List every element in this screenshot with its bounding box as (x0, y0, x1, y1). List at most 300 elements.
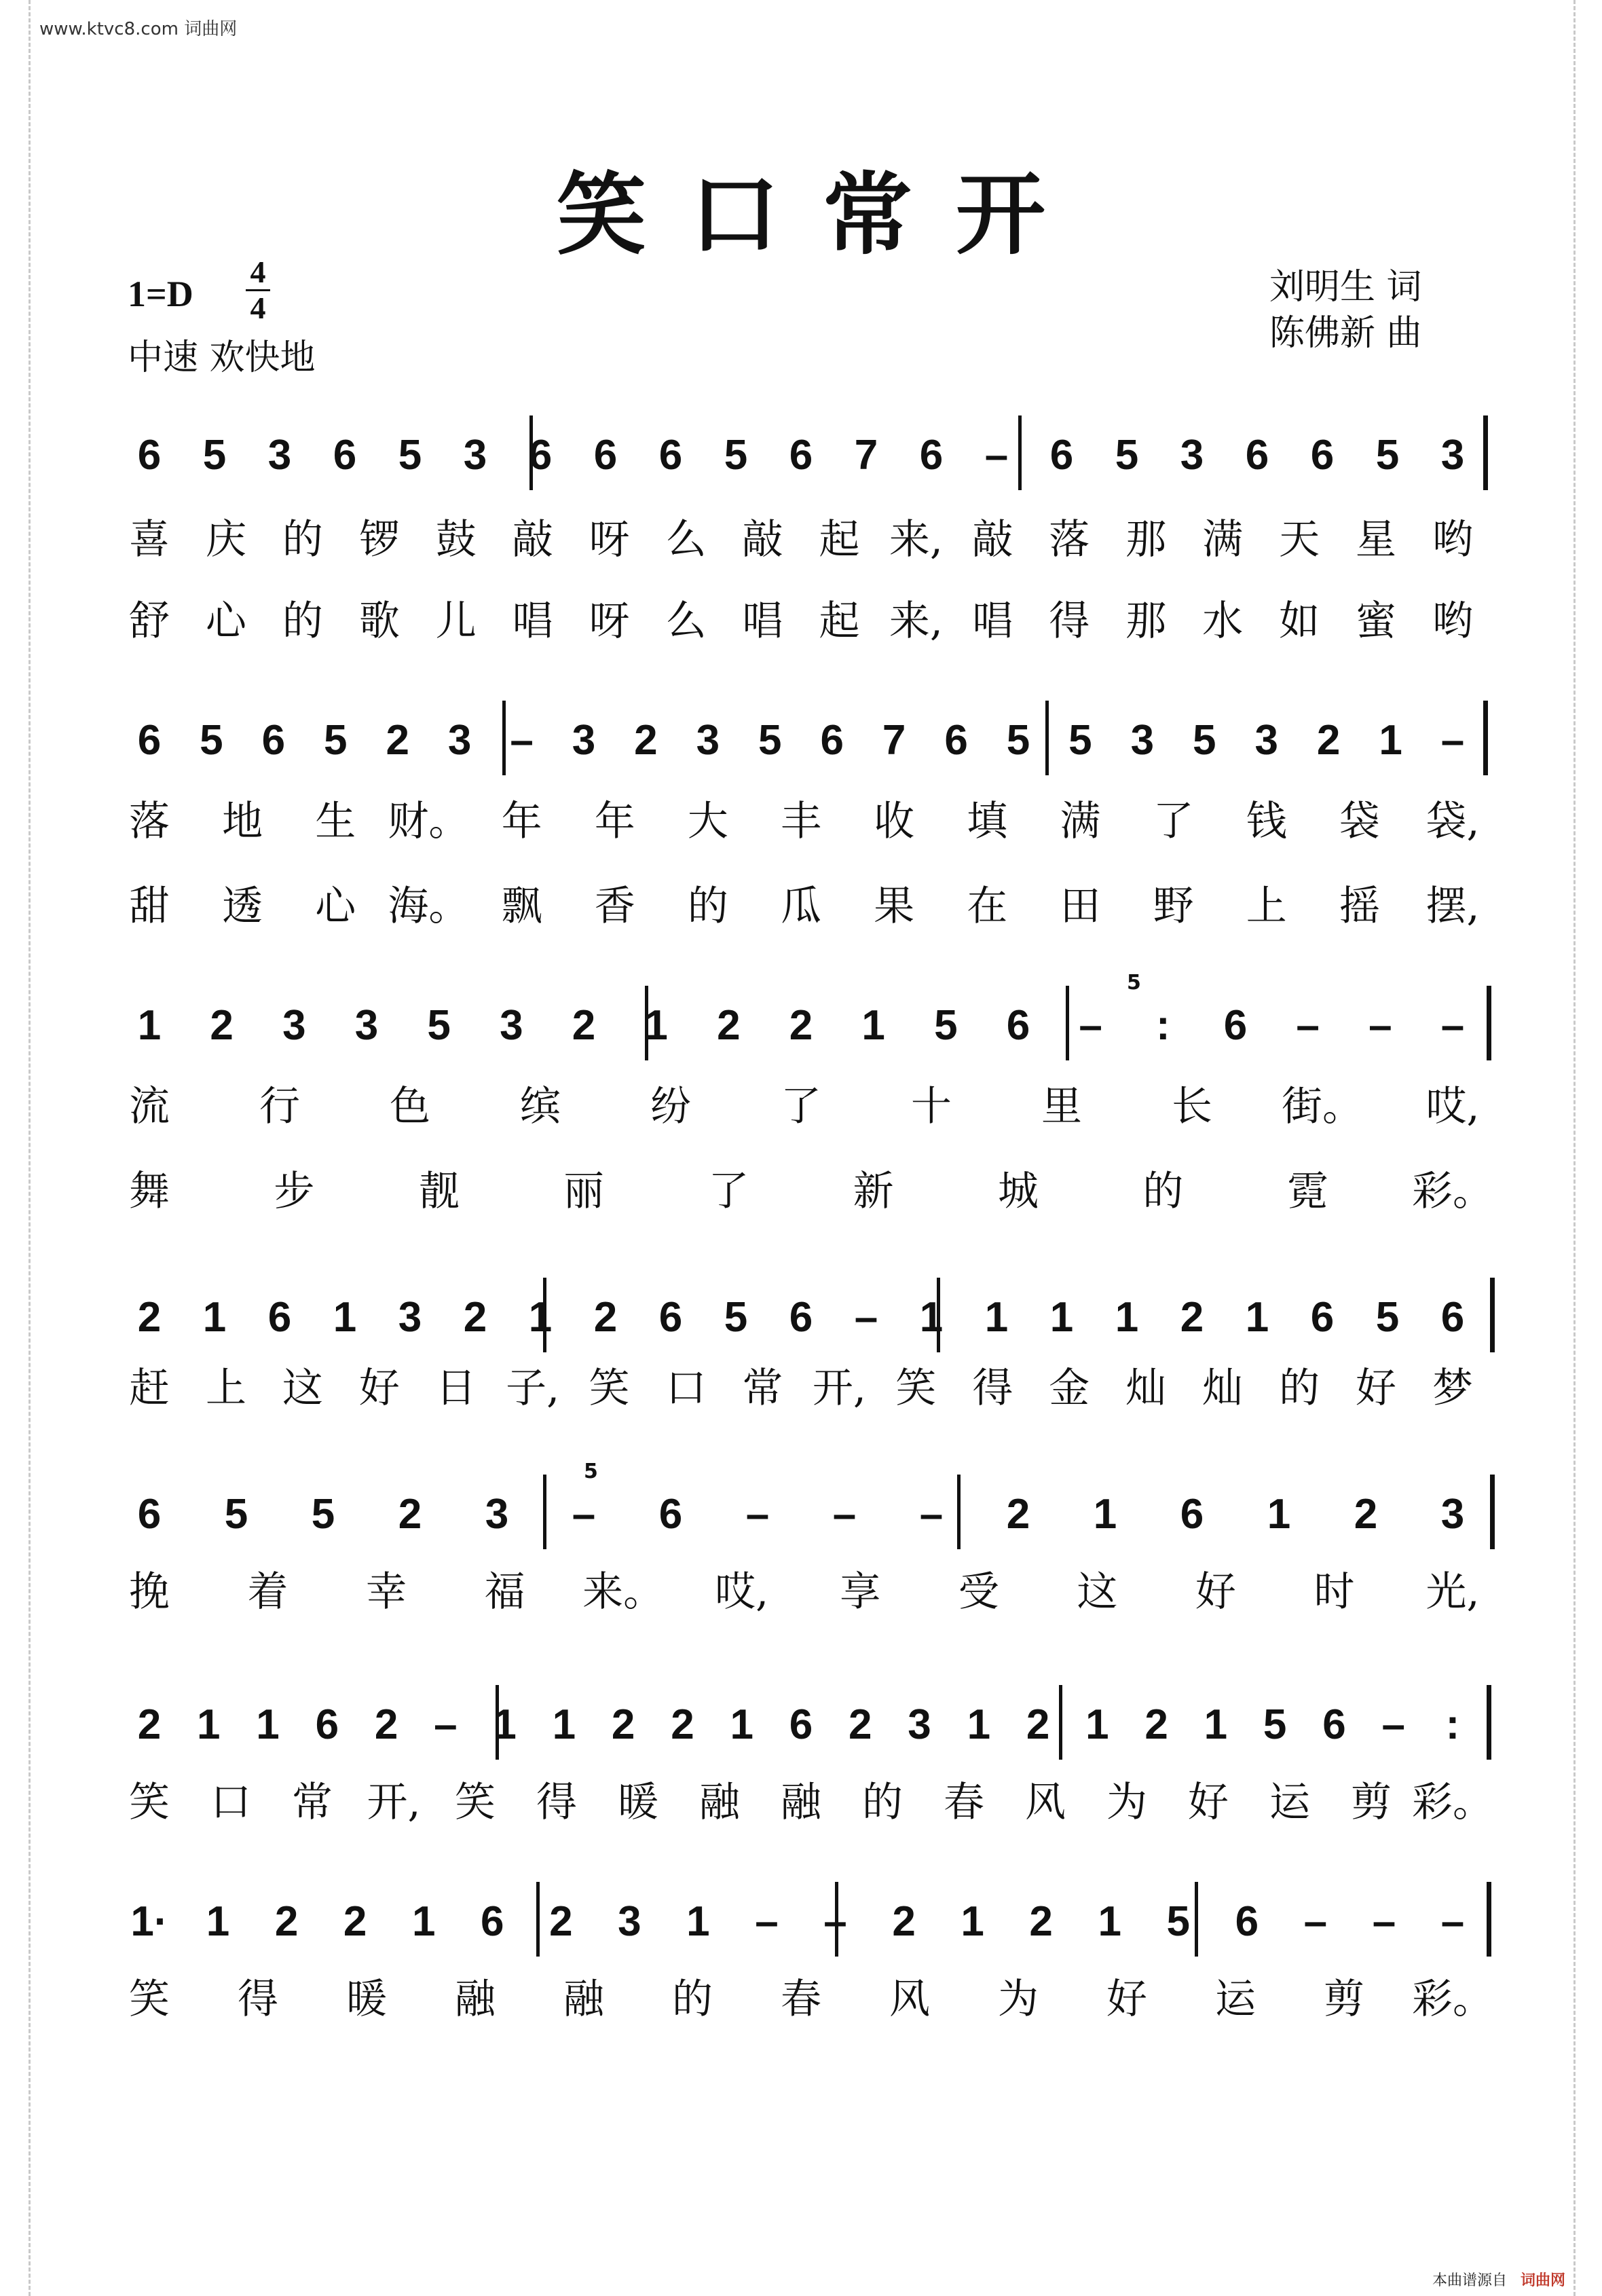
note: 5 (1068, 717, 1092, 764)
note: 1 (256, 1701, 280, 1748)
lyric-syllable: 好 (1106, 1976, 1147, 2023)
note: 6 (658, 432, 683, 479)
lyric-syllable: 着 (247, 1568, 288, 1616)
note: 5 (200, 717, 223, 764)
lyric-syllable: 得 (238, 1976, 278, 2023)
lyric-syllable: 彩。 (1412, 1976, 1493, 2023)
lyric-syllable: 心 (205, 597, 246, 645)
note: 5 (1115, 432, 1139, 479)
note: 3 (1130, 717, 1155, 764)
lyric-syllable: 上 (1246, 883, 1287, 930)
lyric-syllable: 融 (781, 1779, 821, 1826)
note: 6 (1006, 1002, 1030, 1049)
lyric-line-7-1 (0, 1976, 1602, 2023)
lyric-syllable: 唱 (972, 597, 1013, 645)
note: 1 (493, 1701, 517, 1748)
lyric-syllable: 袋 (1339, 798, 1380, 845)
note: 6 (1322, 1701, 1346, 1748)
lyric-syllable: 了 (1153, 798, 1194, 845)
lyric-syllable: 喜 (129, 516, 170, 563)
lyric-syllable: 的 (862, 1779, 903, 1826)
note: 5 (1193, 717, 1216, 764)
lyric-syllable: 挽 (129, 1568, 170, 1616)
key-signature: 1=D (128, 274, 193, 314)
lyric-syllable: 笑 (589, 1365, 630, 1412)
note: 6 (1223, 1002, 1248, 1049)
note: 3 (618, 1898, 641, 1945)
lyric-syllable: 丽 (563, 1168, 604, 1215)
note: 6 (481, 1898, 504, 1945)
note: 5 (427, 1002, 451, 1049)
lyric-syllable: 舒 (129, 597, 170, 645)
lyric-syllable: 好 (1188, 1779, 1229, 1826)
note: – (1440, 1898, 1465, 1945)
note: 1 (333, 1294, 357, 1341)
note: 1 (1379, 717, 1402, 764)
bar-line (543, 1278, 546, 1352)
note: 1 (1245, 1294, 1269, 1341)
lyric-syllable: 呀 (589, 597, 630, 645)
lyric-syllable: 起 (819, 597, 860, 645)
note: 3 (398, 1294, 422, 1341)
lyric-syllable: 纷 (650, 1083, 691, 1130)
lyric-syllable: 剪 (1324, 1976, 1364, 2023)
note: 1 (552, 1701, 576, 1748)
note: 1 (1093, 1491, 1117, 1538)
time-top: 4 (250, 255, 266, 289)
lyric-syllable: 飘 (501, 883, 542, 930)
lyric-line-5-1 (0, 1568, 1602, 1616)
lyric-syllable: 落 (129, 798, 170, 845)
lyric-syllable: 彩。 (1412, 1168, 1493, 1215)
lyric-syllable: 来, (889, 597, 943, 645)
lyric-syllable: 享 (840, 1568, 881, 1616)
note: 2 (634, 717, 658, 764)
lyric-syllable: 财。 (388, 798, 470, 845)
note: 2 (398, 1491, 422, 1538)
lyric-syllable: 幸 (366, 1568, 407, 1616)
note: 1· (130, 1898, 168, 1945)
lyric-syllable: 为 (1106, 1779, 1147, 1826)
lyric-syllable: 得 (972, 1365, 1013, 1412)
grace-note: 5 (1127, 971, 1141, 995)
lyric-syllable: 甜 (129, 883, 170, 930)
song-title: 笑口常开 (557, 162, 1089, 267)
lyric-syllable: 风 (889, 1976, 930, 2023)
bar-line (937, 1278, 940, 1352)
note: – (745, 1491, 770, 1538)
note: 6 (315, 1701, 339, 1748)
lyric-syllable: 融 (455, 1976, 496, 2023)
lyric-syllable: 年 (594, 798, 635, 845)
note: 3 (267, 432, 292, 479)
bar-line (1066, 986, 1069, 1060)
lyric-syllable: 笑 (129, 1779, 170, 1826)
note: 5 (1006, 717, 1030, 764)
bar-line (835, 1882, 838, 1957)
lyric-syllable: 么 (665, 597, 707, 645)
lyric-syllable: 透 (222, 883, 263, 930)
bar-line (1018, 415, 1022, 490)
note: – (1381, 1701, 1405, 1748)
note: 6 (137, 717, 162, 764)
lyric-syllable: 春 (781, 1976, 821, 2023)
note: 5 (934, 1002, 958, 1049)
lyric-syllable: 时 (1314, 1568, 1355, 1616)
note: 1 (644, 1002, 668, 1049)
note: 2 (343, 1898, 367, 1945)
bar-line (1487, 1882, 1491, 1957)
lyric-line-3-2 (0, 1168, 1602, 1215)
lyric-syllable: 哎, (715, 1568, 769, 1616)
lyric-syllable: 十 (911, 1083, 952, 1130)
note: – (823, 1898, 847, 1945)
note: 6 (1310, 1294, 1335, 1341)
note: 2 (463, 1294, 487, 1341)
lyric-syllable: 在 (967, 883, 1008, 930)
note: 7 (854, 432, 878, 479)
lyric-syllable: 金 (1049, 1365, 1090, 1412)
lyric-syllable: 光, (1426, 1568, 1480, 1616)
note: 6 (1180, 1491, 1204, 1538)
lyric-syllable: 灿 (1125, 1365, 1167, 1412)
note: 2 (374, 1701, 398, 1748)
note: 6 (261, 717, 286, 764)
note: 5 (324, 717, 348, 764)
lyric-syllable: 缤 (520, 1083, 561, 1130)
lyric-syllable: 满 (1202, 516, 1244, 563)
note: 2 (210, 1002, 234, 1049)
note: – (1440, 1002, 1465, 1049)
note: 1 (967, 1701, 991, 1748)
note: 1 (1267, 1491, 1291, 1538)
lyric-syllable: 暖 (346, 1976, 387, 2023)
note: 1 (202, 1294, 227, 1341)
note: 2 (1144, 1701, 1168, 1748)
lyric-syllable: 口 (210, 1779, 251, 1826)
lyric-syllable: 田 (1060, 883, 1101, 930)
lyric-syllable: 开, (367, 1779, 421, 1826)
lyric-syllable: 野 (1153, 883, 1194, 930)
lyric-line-3-1 (0, 1083, 1602, 1130)
note: 3 (572, 717, 596, 764)
note: 5 (758, 717, 782, 764)
note: 2 (717, 1002, 741, 1049)
note: 6 (1049, 432, 1074, 479)
note: 2 (611, 1701, 635, 1748)
bar-line (1490, 1475, 1495, 1549)
lyric-syllable: 唱 (742, 597, 783, 645)
bar-line (543, 1475, 546, 1549)
lyric-syllable: 蜜 (1356, 597, 1397, 645)
note: 5 (398, 432, 422, 479)
lyric-syllable: 袋, (1426, 798, 1480, 845)
lyric-syllable: 靓 (418, 1168, 460, 1215)
page-border-left (29, 0, 31, 2296)
note: 5 (724, 432, 748, 479)
lyric-syllable: 风 (1025, 1779, 1066, 1826)
lyric-syllable: 新 (853, 1168, 894, 1215)
bar-line (1045, 701, 1049, 775)
lyric-syllable: 好 (358, 1365, 400, 1412)
note: 2 (1354, 1491, 1378, 1538)
note: 2 (1026, 1701, 1050, 1748)
lyric-syllable: 那 (1125, 597, 1167, 645)
note: 5 (1375, 1294, 1400, 1341)
lyric-syllable: 么 (665, 516, 707, 563)
note: : (1156, 1002, 1170, 1049)
lyric-syllable: 步 (274, 1168, 315, 1215)
lyric-syllable: 哎, (1426, 1083, 1480, 1130)
note: 3 (282, 1002, 306, 1049)
lyric-syllable: 好 (1356, 1365, 1397, 1412)
note: 1 (411, 1898, 436, 1945)
note: 5 (224, 1491, 248, 1538)
lyric-syllable: 街。 (1282, 1083, 1363, 1130)
lyric-syllable: 那 (1125, 516, 1167, 563)
note: 6 (137, 1491, 162, 1538)
note: 6 (789, 1701, 813, 1748)
note: – (984, 432, 1009, 479)
note: – (572, 1491, 596, 1538)
lyric-syllable: 子, (506, 1365, 560, 1412)
note: : (1445, 1701, 1460, 1748)
lyric-syllable: 儿 (435, 597, 477, 645)
lyric-syllable: 星 (1356, 516, 1397, 563)
lyric-syllable: 开, (812, 1365, 867, 1412)
site-watermark: www.ktvc8.com 词曲网 (39, 19, 238, 39)
note: 3 (485, 1491, 509, 1538)
lyric-syllable: 如 (1279, 597, 1320, 645)
note: 6 (944, 717, 968, 764)
note: 3 (908, 1701, 931, 1748)
note: 5 (311, 1491, 335, 1538)
lyric-syllable: 大 (687, 798, 728, 845)
lyric-syllable: 满 (1060, 798, 1101, 845)
note: 1 (861, 1002, 885, 1049)
note: 5 (1166, 1898, 1191, 1945)
lyric-syllable: 哟 (1432, 597, 1473, 645)
lyric-syllable: 香 (594, 883, 635, 930)
note: 2 (1316, 717, 1341, 764)
note: 6 (1235, 1898, 1259, 1945)
lyric-syllable: 摆, (1426, 883, 1480, 930)
lyric-syllable: 流 (129, 1083, 170, 1130)
lyric-syllable: 融 (563, 1976, 604, 2023)
note: – (434, 1701, 458, 1748)
lyric-line-1-2 (0, 597, 1602, 645)
note: 3 (1440, 432, 1465, 479)
note: 1 (206, 1898, 230, 1945)
note: 1 (137, 1002, 162, 1049)
bar-line (1487, 1685, 1491, 1760)
note: 5 (202, 432, 227, 479)
note: 2 (892, 1898, 916, 1945)
lyric-syllable: 来。 (582, 1568, 665, 1616)
lyric-syllable: 起 (819, 516, 860, 563)
lyric-syllable: 福 (484, 1568, 525, 1616)
note: 3 (354, 1002, 379, 1049)
lyric-syllable: 里 (1041, 1083, 1082, 1130)
note: – (1368, 1002, 1392, 1049)
note: 6 (1440, 1294, 1465, 1341)
note: 6 (1245, 432, 1269, 479)
lyric-syllable: 笑 (129, 1976, 170, 2023)
note: – (1079, 1002, 1102, 1049)
note: 1 (1049, 1294, 1074, 1341)
note: – (854, 1294, 878, 1341)
lyric-syllable: 落 (1049, 516, 1090, 563)
lyric-syllable: 上 (205, 1365, 246, 1412)
composer-credit: 陈佛新 曲 (1269, 313, 1422, 354)
bar-line (536, 1882, 540, 1957)
lyric-syllable: 常 (742, 1365, 783, 1412)
note: 2 (137, 1294, 162, 1341)
lyric-line-2-2 (0, 883, 1602, 930)
lyric-syllable: 暖 (618, 1779, 658, 1826)
grace-note: 5 (584, 1460, 598, 1483)
lyricist-credit: 刘明生 词 (1269, 267, 1422, 308)
note: – (1303, 1898, 1328, 1945)
lyric-syllable: 剪 (1351, 1779, 1392, 1826)
lyric-syllable: 鼓 (435, 516, 477, 563)
note: 2 (572, 1002, 596, 1049)
note: 6 (137, 432, 162, 479)
note: – (1296, 1002, 1320, 1049)
lyric-syllable: 呀 (589, 516, 630, 563)
note: 5 (1263, 1701, 1287, 1748)
note: 1 (197, 1701, 221, 1748)
lyric-syllable: 梦 (1432, 1365, 1473, 1412)
note: 2 (1006, 1491, 1030, 1538)
lyric-syllable: 彩。 (1412, 1779, 1493, 1826)
note: 3 (1254, 717, 1278, 764)
note: 1 (984, 1294, 1009, 1341)
note: 7 (882, 717, 906, 764)
lyric-syllable: 歌 (358, 597, 400, 645)
note: 2 (1029, 1898, 1053, 1945)
lyric-syllable: 行 (259, 1083, 300, 1130)
bar-line (957, 1475, 961, 1549)
tempo-marking: 中速 欢快地 (128, 337, 316, 378)
note: 2 (671, 1701, 694, 1748)
lyric-syllable: 灿 (1202, 1365, 1244, 1412)
bar-line (1490, 1278, 1495, 1352)
note: 5 (724, 1294, 748, 1341)
note: 6 (267, 1294, 292, 1341)
lyric-syllable: 丰 (781, 798, 821, 845)
lyric-syllable: 的 (1142, 1168, 1184, 1215)
note: 2 (849, 1701, 872, 1748)
lyric-syllable: 敲 (742, 516, 783, 563)
lyric-syllable: 得 (536, 1779, 577, 1826)
time-bottom: 4 (250, 291, 266, 325)
lyric-syllable: 受 (958, 1568, 999, 1616)
note: 6 (658, 1294, 683, 1341)
lyric-syllable: 的 (687, 883, 728, 930)
lyric-syllable: 来, (889, 516, 943, 563)
note: 3 (463, 432, 487, 479)
lyric-syllable: 敲 (512, 516, 553, 563)
lyric-syllable: 了 (708, 1168, 749, 1215)
note: – (919, 1491, 944, 1538)
lyric-syllable: 锣 (358, 516, 400, 563)
lyric-line-6-1 (0, 1779, 1602, 1826)
lyric-syllable: 融 (699, 1779, 740, 1826)
note: 1 (961, 1898, 984, 1945)
lyric-line-4-1 (0, 1365, 1602, 1412)
lyric-syllable: 了 (781, 1083, 821, 1130)
lyric-syllable: 笑 (455, 1779, 496, 1826)
note: 2 (593, 1294, 618, 1341)
lyric-syllable: 霓 (1287, 1168, 1328, 1215)
lyric-syllable: 日 (435, 1365, 477, 1412)
lyric-syllable: 城 (998, 1168, 1039, 1215)
lyric-syllable: 天 (1279, 516, 1320, 563)
note: 3 (696, 717, 720, 764)
lyric-line-2-1 (0, 798, 1602, 845)
lyric-syllable: 心 (315, 883, 356, 930)
lyric-syllable: 的 (282, 597, 323, 645)
lyric-line-1-1 (0, 516, 1602, 563)
note: 2 (274, 1898, 299, 1945)
page-border-right (1573, 0, 1576, 2296)
note: 3 (500, 1002, 523, 1049)
note: 6 (789, 1294, 813, 1341)
lyric-syllable: 赶 (129, 1365, 170, 1412)
lyric-syllable: 为 (998, 1976, 1039, 2023)
lyric-syllable: 瓜 (781, 883, 821, 930)
note: 6 (658, 1491, 683, 1538)
lyric-syllable: 年 (501, 798, 542, 845)
lyric-syllable: 哟 (1432, 516, 1473, 563)
note: – (755, 1898, 779, 1945)
note: 3 (1440, 1491, 1465, 1538)
note: 1 (1098, 1898, 1121, 1945)
note: 3 (447, 717, 472, 764)
lyric-syllable: 运 (1269, 1779, 1310, 1826)
note: – (832, 1491, 857, 1538)
lyric-syllable: 果 (874, 883, 915, 930)
lyric-syllable: 收 (874, 798, 915, 845)
note: 1 (1204, 1701, 1228, 1748)
note: 1 (528, 1294, 553, 1341)
note: – (1372, 1898, 1396, 1945)
note: 2 (549, 1898, 573, 1945)
footer-site: 词曲网 (1521, 2272, 1566, 2289)
note: 1 (686, 1898, 710, 1945)
note: 6 (789, 432, 813, 479)
note: 2 (789, 1002, 813, 1049)
note: 1 (1085, 1701, 1109, 1748)
lyric-syllable: 这 (282, 1365, 323, 1412)
bar-line (1483, 415, 1488, 490)
bar-line (1059, 1685, 1062, 1760)
lyric-syllable: 春 (944, 1779, 984, 1826)
note: 6 (820, 717, 844, 764)
note: 3 (1180, 432, 1204, 479)
note: 1 (919, 1294, 944, 1341)
bar-line (496, 1685, 499, 1760)
lyric-syllable: 的 (282, 516, 323, 563)
lyric-syllable: 的 (1279, 1365, 1320, 1412)
lyric-syllable: 钱 (1246, 798, 1287, 845)
lyric-syllable: 得 (1049, 597, 1090, 645)
lyric-syllable: 敲 (972, 516, 1013, 563)
note: 1 (1115, 1294, 1139, 1341)
lyric-syllable: 常 (292, 1779, 333, 1826)
note: 1 (730, 1701, 753, 1748)
